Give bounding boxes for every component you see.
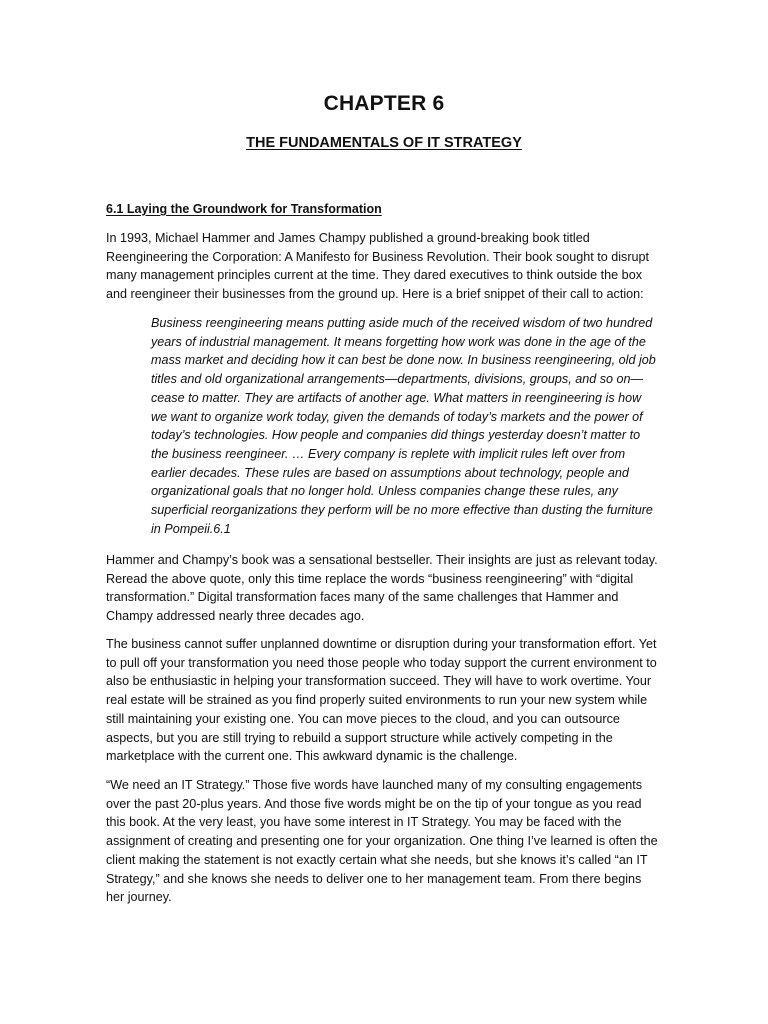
chapter-label: CHAPTER 6 (323, 92, 445, 115)
paragraph-downtime: The business cannot suffer unplanned downtime or disruption during your transformation effort. Yet to pull off your transformation you need those people who today support the current environment to also be enthusiastic in helping your transformation succeed. They will have to work overtime. Your real estate will be strained as you find properly suited environments to run your new system while still maintaining your existing one. You can move pieces to the cloud, and you can outsource aspects, but you are still trying to rebuild a support structure while actively competing in the marketplace with the current one. This awkward dynamic is the challenge. (106, 637, 657, 764)
paragraph-it-strategy: “We need an IT Strategy.” Those five words have launched many of my consulting engagements over the past 20-plus years. And those five words might be on the tip of your tongue as you read this book. At the very least, you have some interest in IT Strategy. You may be faced with the assignment of creating and presenting one for your organization. One thing I’ve learned is often the client making the statement is not exactly certain what she needs, but she knows it’s called “an IT Strategy,” and she knows she needs to deliver one to her management team. From there begins her journey. (106, 778, 658, 905)
block-quote: Business reengineering means putting aside much of the received wisdom of two hundred years of industrial management. It means forgetting how work was done in the age of the mass market and deciding how it can best be done now. In business reengineering, old job titles and old organizational arrangements—departments, divisions, groups, and so on—cease to matter. They are artifacts of another age. What matters in reengineering is how we want to organize work today, given the demands of today’s markets and the power of today’s technologies. How people and companies did things yesterday doesn’t matter to the business reengineer. … Every company is replete with implicit rules left over from earlier decades. These rules are based on assumptions about technology, people and organizational goals that no longer hold. Unless companies change these rules, any superficial reorganizations they perform will be no more effective than dusting the furniture in Pompeii.6.1 (151, 316, 656, 536)
section-heading: 6.1 Laying the Groundwork for Transformation (106, 202, 382, 216)
paragraph-intro: In 1993, Michael Hammer and James Champy published a ground-breaking book titled Reengineering the Corporation: A Manifesto for Business Revolution. Their book sought to disrupt many management principles current at the time. They dared executives to think outside the box and reengineer their businesses from the ground up. Here is a brief snippet of their call to action: (106, 231, 650, 302)
paragraph-bestseller: Hammer and Champy’s book was a sensational bestseller. Their insights are just as relevant today. Reread the above quote, only this time replace the words “business reengineering” with “digital transformation.” Digital transformation faces many of the same challenges that Hammer and Champy addressed nearly three decades ago. (106, 553, 658, 624)
chapter-title: THE FUNDAMENTALS OF IT STRATEGY (246, 135, 522, 151)
